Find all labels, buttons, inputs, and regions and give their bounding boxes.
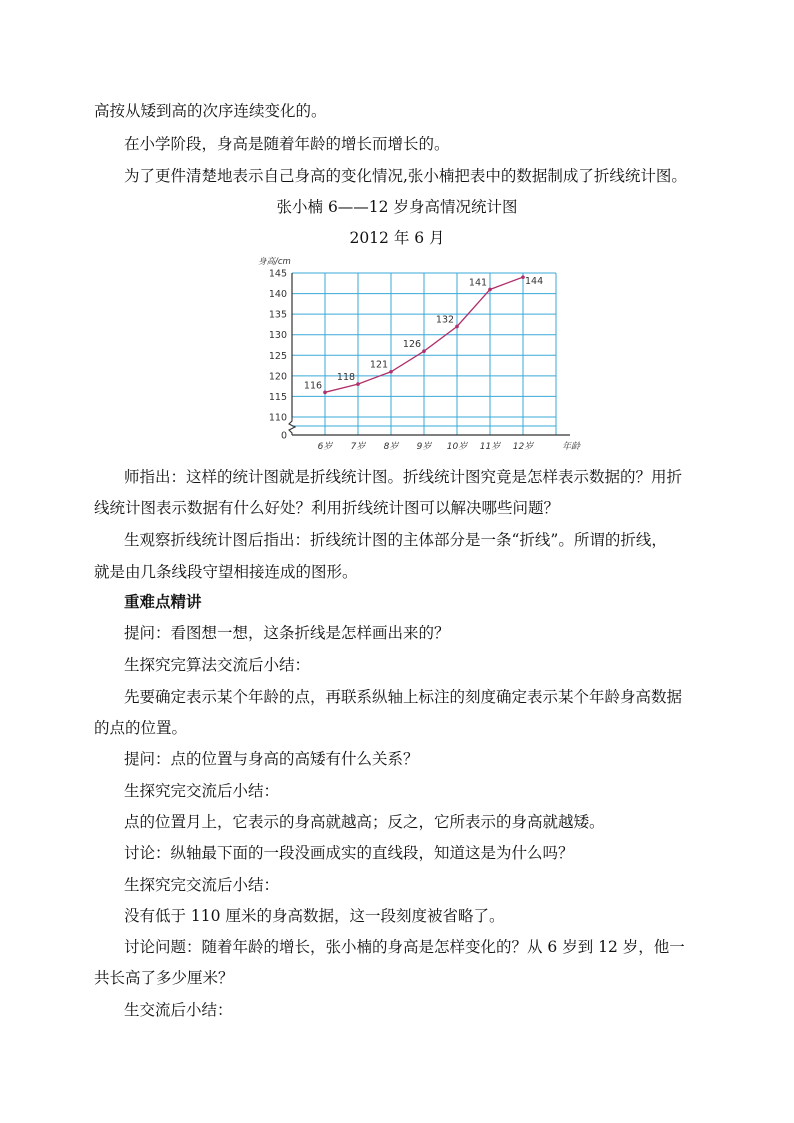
y-tick-label: 130 (268, 330, 287, 342)
y-axis-break (289, 417, 295, 435)
data-point (389, 370, 393, 374)
x-tick-label: 9岁 (416, 442, 432, 452)
paragraph-discussion-2b: 共长高了多少厘米？ (94, 969, 234, 987)
paragraph-purpose: 为了更件清楚地表示自己身高的变化情况,张小楠把表中的数据制成了折线统计图。 (124, 167, 687, 185)
y-tick-label: 125 (268, 350, 287, 362)
data-point (488, 288, 492, 292)
data-point (356, 382, 360, 386)
data-point (323, 391, 327, 395)
y-tick-label: 145 (268, 268, 287, 280)
chart-title: 张小楠 6——12 岁身高情况统计图 (276, 198, 518, 216)
x-tick-label: 12岁 (512, 442, 534, 452)
y-tick-label: 135 (268, 309, 287, 321)
x-tick-label: 6岁 (317, 442, 333, 452)
paragraph-question-1: 提问：看图想一想，这条折线是怎样画出来的？ (124, 624, 450, 642)
data-label: 144 (525, 276, 544, 288)
paragraph-teacher-2: 线统计图表示数据有什么好处？利用折线统计图可以解决哪些问题？ (94, 499, 560, 517)
paragraph-student-2: 就是由几条线段守望相接连成的图形。 (94, 563, 358, 581)
data-label: 132 (435, 314, 455, 326)
data-point (422, 349, 426, 353)
paragraph-summary-1: 生探究完算法交流后小结： (124, 656, 311, 674)
y-tick-label: 110 (268, 412, 287, 424)
paragraph-answer-3: 没有低于 110 厘米的身高数据，这一段刻度被省略了。 (124, 907, 505, 925)
data-label: 121 (369, 359, 389, 371)
x-axis-title: 年龄 (562, 442, 581, 452)
y-tick-label: 115 (268, 391, 287, 403)
paragraph-summary-3: 生探究完交流后小结： (124, 876, 280, 894)
x-tick-label: 10岁 (446, 442, 468, 452)
data-label: 116 (303, 380, 323, 392)
chart-subtitle: 2012 年 6 月 (349, 229, 445, 247)
paragraph-discussion-1: 讨论：纵轴最下面的一段没画成实的直线段，知道这是为什么吗？ (124, 844, 574, 862)
y-tick-label: 140 (268, 289, 287, 301)
section-heading: 重难点精讲 (124, 592, 202, 611)
data-point (455, 325, 459, 329)
paragraph-question-2: 提问：点的位置与身高的高矮有什么关系？ (124, 750, 419, 768)
x-tick-label: 7岁 (350, 442, 366, 452)
x-tick-label: 8岁 (383, 442, 399, 452)
paragraph-answer-1b: 的点的位置。 (94, 719, 188, 737)
y-tick-label: 120 (268, 371, 287, 383)
paragraph-answer-2: 点的位置月上，它表示的身高就越高；反之，它所表示的身高就越矮。 (124, 813, 605, 831)
y-axis-title: 身高/cm (258, 257, 291, 267)
data-label: 141 (468, 277, 488, 289)
line-chart (248, 250, 581, 455)
paragraph-summary-4: 生交流后小结： (124, 1001, 233, 1019)
data-label: 118 (336, 372, 356, 384)
y-tick-label: 0 (280, 430, 287, 442)
paragraph-summary-2: 生探究完交流后小结： (124, 782, 280, 800)
data-label: 126 (402, 339, 422, 351)
chart-grid (292, 273, 556, 435)
x-tick-label: 11岁 (479, 442, 501, 452)
paragraph-student-1: 生观察折线统计图后指出：折线统计图的主体部分是一条“折线”。所谓的折线， (124, 531, 667, 549)
paragraph-answer-1a: 先要确定表示某个年龄的点，再联系纵轴上标注的刻度确定表示某个年龄身高数据 (124, 688, 683, 706)
paragraph-intro: 高按从矮到高的次序连续变化的。 (94, 102, 327, 120)
paragraph-teacher-1: 师指出：这样的统计图就是折线统计图。折线统计图究竟是怎样表示数据的？用折 (124, 468, 683, 486)
paragraph-discussion-2a: 讨论问题：随着年龄的增长，张小楠的身高是怎样变化的？从 6 岁到 12 岁，他一 (124, 938, 685, 956)
paragraph-growth: 在小学阶段，身高是随着年龄的增长而增长的。 (124, 135, 450, 153)
